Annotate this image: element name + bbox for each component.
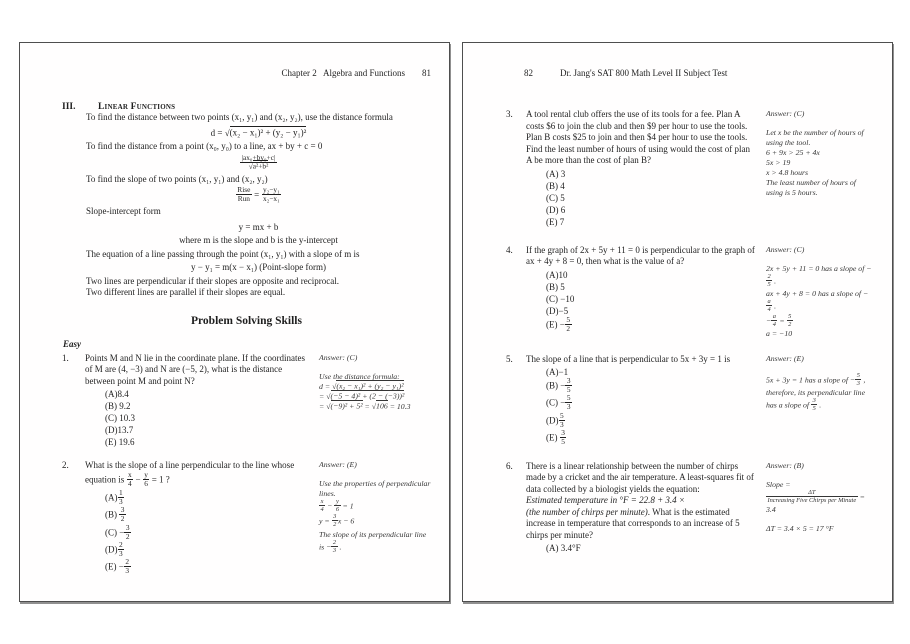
question-1-option-e: (E) 19.6 <box>105 437 135 448</box>
question-6-answer-column <box>766 461 874 534</box>
slope-formula: Rise Run = $\frac{\text{y₂−y₁}}{\text{x₂−x₁}}$ <box>237 185 280 204</box>
question-3-option-b: (B) 4 <box>546 180 565 191</box>
question-4-solution-line: − $\frac{a}{4}$ = $\frac{5}{2}$ <box>766 312 792 328</box>
question-3-text: A tool rental club offers the use of its tools for a fee. Plan A costs $6 to join the club and then $9 per hour to use the tools. Plan B costs $25 to join and then $4 per hour to use the tools. Find the least number of hours of using would the cost of plan A be more than the cost of plan B? <box>526 109 750 165</box>
question-2-options <box>105 490 310 576</box>
section-title: Linear Functions <box>98 102 176 112</box>
question-4-options <box>546 269 757 334</box>
question-4-number: 4. <box>506 244 513 255</box>
question-3-answer-label: Answer: (C) <box>766 109 805 118</box>
question-3-option-c: (C) 5 <box>546 192 565 203</box>
question-2-solution-line: $\frac{x}{4}$ − $\frac{y}{6}$ = 1 <box>320 498 354 514</box>
question-1-answer-column <box>319 353 431 412</box>
question-6-solution-line: ΔT = 3.4 × 5 = 17 °F <box>766 524 834 533</box>
difficulty-label: Easy <box>63 338 81 349</box>
question-5-options <box>546 366 757 447</box>
question-5-option-e: (E) $\frac{3}{5}$ <box>546 427 565 446</box>
question-5-answer-label: Answer: (E) <box>766 353 804 363</box>
page-right <box>462 42 893 602</box>
question-3-number: 3. <box>506 109 513 119</box>
question-4-option-d: (D)−5 <box>546 305 569 316</box>
question-1 <box>62 353 431 449</box>
question-3-option-a: (A) 3 <box>546 168 566 179</box>
page-left <box>19 42 450 602</box>
question-6-solution-line: Slope = ΔT Increasing Five Chirps per Minute = 3.4 <box>766 479 865 514</box>
question-6-text-part1: There is a linear relationship between the number of chirps made by a cricket and the air temperature. A least-squares fit of data collected by a biologist yields the equation: <box>526 460 754 494</box>
question-1-solution-intro: Use the distance formula: <box>319 371 400 381</box>
question-2-solution-line: y = $\frac{3}{2}$ x − 6 <box>319 513 355 529</box>
question-5 <box>506 354 874 447</box>
question-2-answer-column <box>319 460 431 554</box>
question-2 <box>62 460 431 576</box>
point-line-formula: $\frac{\text{|ax₀+by₀+c|}}{\text{√a²+b²}}$ <box>241 152 276 171</box>
page-right-header <box>506 58 874 88</box>
question-1-text: Points M and N lie in the coordinate plane. If the coordinates of M are (4, −3) and N are (−5, 2), what is the distance between point M and point N? <box>85 352 305 386</box>
question-2-option-a: (A) $\frac{1}{3}$ <box>105 488 123 507</box>
question-1-options <box>105 388 310 448</box>
question-6-option-a: (A) 3.4°F <box>546 543 581 554</box>
question-4-text: If the graph of 2x + 5y + 11 = 0 is perpendicular to the graph of ax + 4y + 8 = 0, then what is the value of a? <box>526 244 755 266</box>
question-3-solution-line: 5x > 19 <box>766 158 791 167</box>
distance-intro: To find the distance between two points (x₁, y₁) and (x₂, y₂), use the distance formula <box>86 112 393 122</box>
page-number-left: 81 <box>422 68 431 78</box>
question-6-equation: Estimated temperature in °F = 22.8 + 3.4 × <box>526 495 685 506</box>
question-1-answer-label: Answer: (C) <box>319 352 358 362</box>
question-2-solution-intro: Use the properties of perpendicular lines. <box>319 479 431 499</box>
question-4 <box>506 245 874 339</box>
section-heading <box>62 102 431 112</box>
question-1-option-b: (B) 9.2 <box>105 401 131 412</box>
distance-formula: d = √(x₂ − x₁)² + (y₂ − y₁)² <box>210 127 307 138</box>
book-title-header: Dr. Jang's SAT 800 Math Level II Subject Test <box>560 68 728 78</box>
question-4-answer-column <box>766 245 874 339</box>
question-2-solution-line: The slope of its perpendicular line is − $\frac{2}{3}$ . <box>319 529 427 554</box>
question-2-option-b: (B) $\frac{3}{2}$ <box>105 505 125 524</box>
point-slope-formula: y − y₁ = m(x − x₁) (Point-slope form) <box>191 262 326 273</box>
question-1-option-c: (C) 10.3 <box>105 413 135 424</box>
question-1-solution-line: = √(−5 − 4)² + (2 − (−3))² <box>319 391 405 401</box>
point-line-intro: To find the distance from a point (x₀, y₀) to a line, ax + by + c = 0 <box>86 141 323 151</box>
question-4-option-e: (E) − $\frac{5}{2}$ <box>546 314 571 333</box>
question-4-answer-label: Answer: (C) <box>766 244 805 254</box>
question-5-text: The slope of a line that is perpendicular to 5x + 3y = 1 is <box>526 353 731 364</box>
question-6-number: 6. <box>506 460 513 471</box>
question-4-solution-line: ax + 4y + 8 = 0 has a slope of − $\frac{a}{4}$ . <box>766 288 869 313</box>
question-5-option-b: (B) − $\frac{3}{5}$ <box>546 376 571 395</box>
question-4-solution-line: a = −10 <box>766 328 793 338</box>
question-6-options <box>546 542 757 554</box>
theory-block <box>86 112 431 299</box>
question-6-equation-continued: (the number of chirps per minute) <box>526 506 648 517</box>
question-3-options <box>546 168 757 228</box>
question-6 <box>506 461 874 555</box>
perpendicular-note: Two lines are perpendicular if their slopes are opposite and reciprocal. <box>86 275 340 286</box>
problem-solving-title: Problem Solving Skills <box>191 314 302 327</box>
point-slope-intro: The equation of a line passing through the point (x₁, y₁) with a slope of m is <box>86 248 360 259</box>
question-4-solution-line: 2x + 5y + 11 = 0 has a slope of − $\frac{2}{5}$ . <box>766 263 872 288</box>
question-4-option-c: (C) −10 <box>546 293 575 304</box>
slope-intercept-note: where m is the slope and b is the y-intercept <box>179 235 338 246</box>
question-2-option-e: (E) − $\frac{2}{3}$ <box>105 557 130 576</box>
question-2-number: 2. <box>62 460 69 471</box>
question-1-option-d: (D)13.7 <box>105 425 134 436</box>
slope-intercept-label: Slope-intercept form <box>86 206 161 217</box>
question-5-answer-column <box>766 354 874 413</box>
question-3-solution-line: 6 + 9x > 25 + 4x <box>766 148 820 157</box>
question-6-text-part2 <box>526 507 757 542</box>
question-1-solution-line: = √(−9)² + 5² = √106 = 10.3 <box>319 401 411 411</box>
question-3 <box>506 109 874 228</box>
question-2-option-c: (C) − $\frac{3}{2}$ <box>105 522 130 541</box>
question-6-text-roman: . What is the estimated increase in temperature that corresponds to an increase of 5 chirps per minute? <box>526 506 740 540</box>
question-3-solution-intro: Let x be the number of hours of using the tool. <box>766 128 864 147</box>
question-1-number: 1. <box>62 352 69 363</box>
parallel-note: Two different lines are parallel if their slopes are equal. <box>86 287 286 298</box>
question-1-solution-line: d = √(x₂ − x₁)² + (y₂ − y₁)² <box>319 381 404 391</box>
question-1-option-a: (A)8.4 <box>105 389 129 400</box>
section-number: III. <box>62 102 76 112</box>
question-5-solution: 5x + 3y = 1 has a slope of − $\frac{5}{3}$ , therefore, its perpendicular line has a slope of $\frac{3}{5}$ . <box>766 371 866 412</box>
question-3-solution-outro: The least number of hours of using is 5 hours. <box>766 178 856 197</box>
question-6-answer-label: Answer: (B) <box>766 460 804 470</box>
question-4-option-a: (A)10 <box>546 269 568 280</box>
question-2-option-d: (D) $\frac{2}{3}$ <box>105 539 123 558</box>
slope-intercept-formula: y = mx + b <box>238 221 279 232</box>
question-2-text: What is the slope of a line perpendicular to the line whose equation is $\frac{x}{4}$ − $\frac{y}{6}$ = 1 ? <box>85 460 295 489</box>
question-4-option-b: (B) 5 <box>546 281 565 292</box>
question-3-answer-column <box>766 109 874 198</box>
question-5-number: 5. <box>506 353 513 364</box>
question-5-option-c: (C) − $\frac{5}{3}$ <box>546 393 571 412</box>
question-5-option-d: (D) $\frac{5}{3}$ <box>546 410 564 429</box>
page-number-right: 82 <box>524 68 533 78</box>
question-3-solution-line: x > 4.8 hours <box>766 168 809 177</box>
question-3-option-d: (D) 6 <box>546 204 566 215</box>
page-left-header <box>62 58 431 88</box>
question-2-answer-label: Answer: (E) <box>319 460 357 470</box>
slope-intro: To find the slope of two points (x₁, y₁) and (x₂, y₂) <box>86 173 268 184</box>
question-3-option-e: (E) 7 <box>546 216 565 227</box>
chapter-header-text: Chapter 2 Algebra and Functions <box>281 68 405 78</box>
question-5-option-a: (A)−1 <box>546 367 569 378</box>
